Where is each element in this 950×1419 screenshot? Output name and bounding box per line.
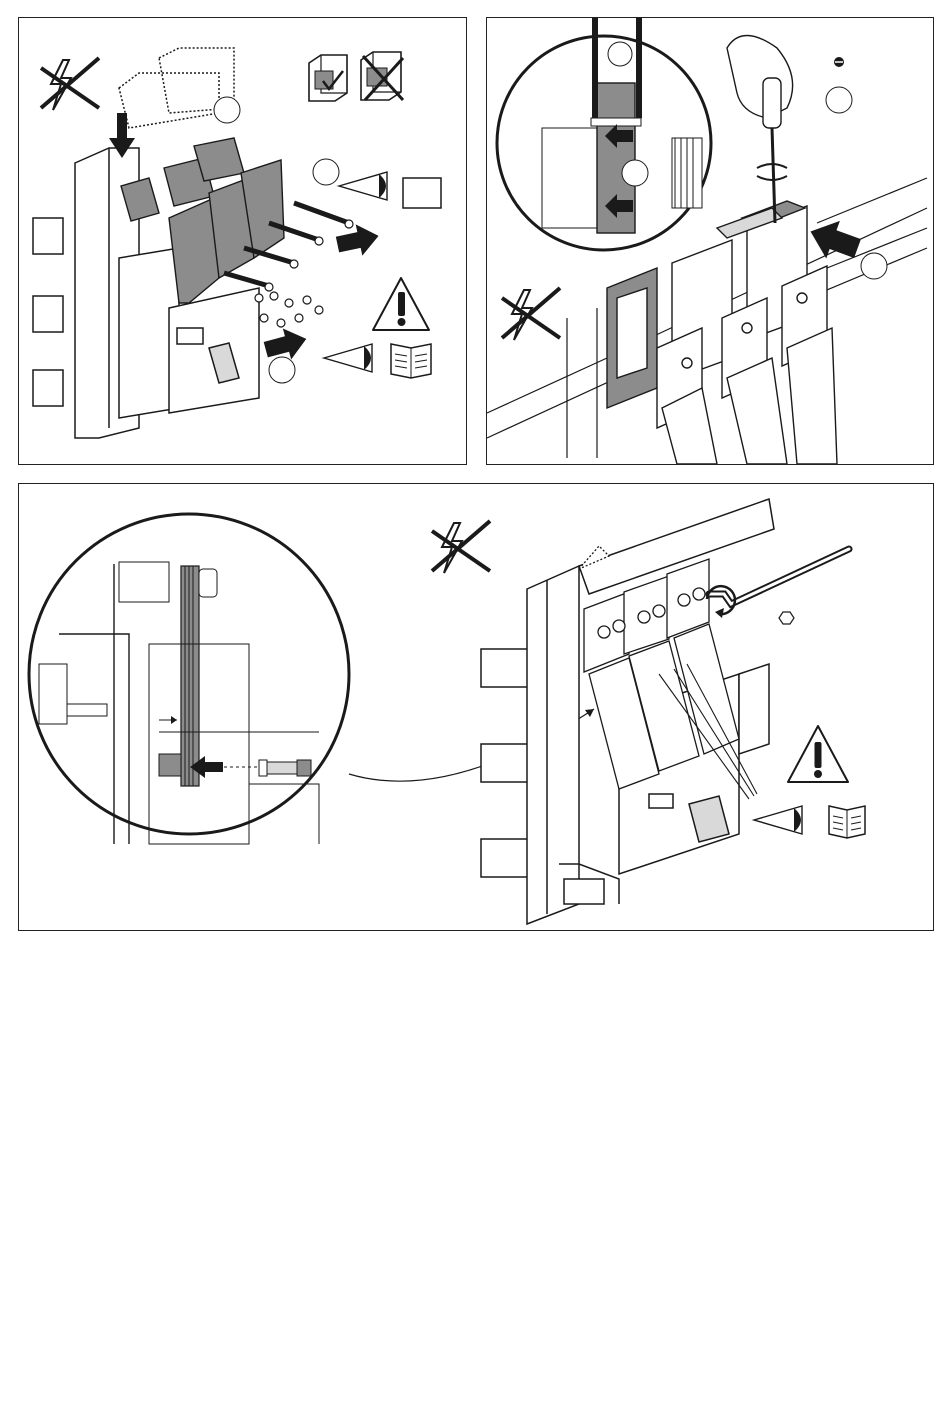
- warning-icon: [373, 278, 429, 330]
- no-voltage-icon: [41, 58, 99, 110]
- panel-step-1: [18, 17, 467, 465]
- no-voltage-icon: [502, 288, 560, 340]
- screwdriver-icon: [727, 36, 793, 224]
- panel-2-drawing: [487, 18, 933, 464]
- eye-icon: [754, 806, 802, 834]
- panel-3-drawing: [19, 484, 933, 930]
- panel-step-2: [486, 17, 934, 465]
- detail-magnifier: [29, 514, 349, 844]
- hex-icon: [834, 57, 844, 67]
- eye-icon: [339, 172, 387, 200]
- panel-step-3: [18, 483, 934, 931]
- manual-icon: [829, 806, 865, 838]
- panel-1-drawing: [19, 18, 466, 464]
- insert-arrow: [804, 213, 865, 268]
- screws-group: [255, 292, 323, 327]
- warning-icon: [788, 726, 848, 782]
- blank-page-area: [0, 930, 950, 1419]
- detail-magnifier: [497, 18, 711, 250]
- eye-icon-2: [324, 344, 372, 372]
- torque-box: [403, 178, 441, 208]
- callout-circle: [313, 159, 339, 185]
- no-voltage-icon: [432, 521, 490, 573]
- manual-icon: [391, 344, 431, 378]
- callout-circle: [622, 160, 648, 186]
- callout-circle: [269, 357, 295, 383]
- callout-circle: [826, 87, 852, 113]
- callout-circle: [861, 253, 887, 279]
- callout-circle: [608, 42, 632, 66]
- terminal-ok-icon: [309, 55, 347, 101]
- terminal-not-ok-icon: [361, 52, 403, 100]
- hex-icon: [779, 612, 794, 624]
- allen-key-icon: [707, 549, 849, 618]
- callout-circle: [214, 97, 240, 123]
- insert-arrow-2: [334, 220, 382, 260]
